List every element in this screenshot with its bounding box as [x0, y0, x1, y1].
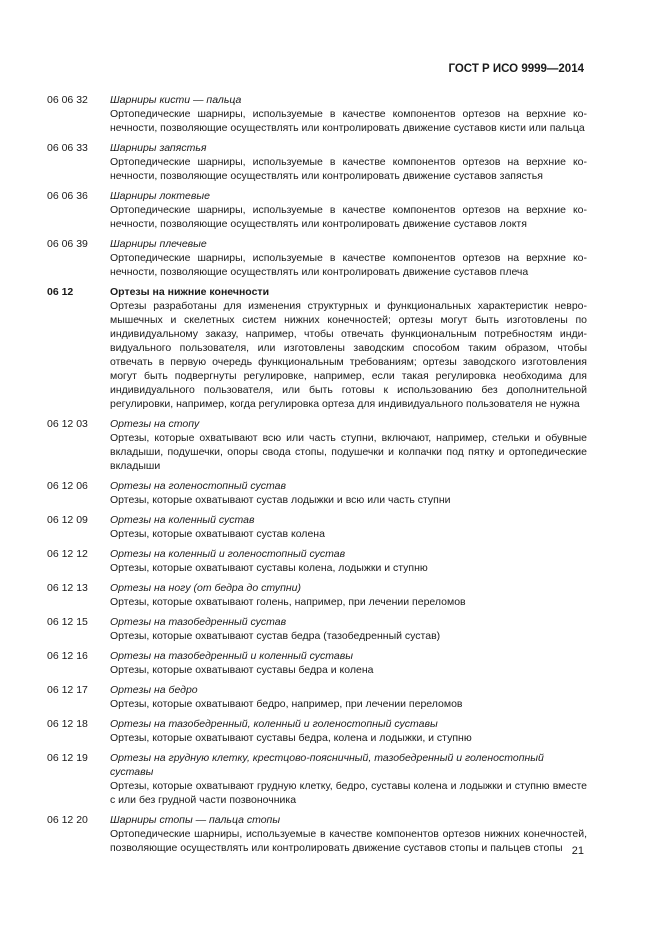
entry-title: Шарниры локтевые	[110, 190, 210, 202]
entry-title: Ортезы на ногу (от бедра до ступни)	[110, 582, 301, 594]
entry-description: Ортезы, которые охватывают суставы колена, лодыжки и ступню	[110, 562, 428, 574]
entry-body	[110, 581, 587, 609]
classification-entry	[47, 813, 587, 855]
entry-code: 06 12 20	[47, 814, 88, 826]
entry-description: Ортезы, которые охватывают сустав колена	[110, 528, 325, 540]
entry-body	[110, 513, 587, 541]
page-number: 21	[571, 845, 584, 857]
entry-code: 06 12 19	[47, 752, 88, 764]
entry-description: Ортезы, которые охватывают суставы бедра, колена и лодыжки, и ступню	[110, 732, 472, 744]
entry-description: Ортопедические шарниры, используемые в качестве компонентов ортезов нижних конечностей, позволяющие осуществлять или контролировать движение суставов стопы и пальцев стопы	[110, 828, 587, 854]
entry-body	[110, 237, 587, 279]
entry-description: Ортезы, которые охватывают сустав лодыжки и всю или часть ступни	[110, 494, 451, 506]
entry-body	[110, 717, 587, 745]
entry-description: Ортопедические шарниры, используемые в качестве компонентов ортезов на верхние конечности, позволяющие осуществлять или контролировать движение суставов запястья	[110, 156, 587, 182]
classification-entry	[47, 581, 587, 609]
entry-body	[110, 649, 587, 677]
entry-body	[110, 813, 587, 855]
entry-code: 06 06 32	[47, 94, 88, 106]
entry-description: Ортопедические шарниры, используемые в качестве компонентов ортезов на верхние конечности, позволяющие осуществлять или контролировать движение суставов кисти или пальца	[110, 108, 587, 134]
entry-title: Ортезы на коленный и голеностопный сустав	[110, 548, 346, 560]
entry-title: Ортезы на стопу	[110, 418, 200, 430]
entry-code: 06 12 12	[47, 548, 88, 560]
entry-code: 06 06 39	[47, 238, 88, 250]
entry-description: Ортезы, которые охватывают всю или часть ступни, включают, например, стельки и обувные вкладыши, подушечки, опоры свода стопы, подушечки и колпачки под пятку и ортопедические вкладыши	[110, 432, 587, 472]
entry-body	[110, 479, 587, 507]
entry-body	[110, 189, 587, 231]
entry-title: Ортезы на нижние конечности	[110, 286, 270, 298]
entry-body	[110, 615, 587, 643]
classification-entry	[47, 479, 587, 507]
section-entry	[47, 285, 587, 411]
entry-code: 06 12 06	[47, 480, 88, 492]
entry-code: 06 12 18	[47, 718, 88, 730]
entry-description: Ортопедические шарниры, используемые в качестве компонентов ортезов на верхние конечности, позволяющие осуществлять или контролировать движение суставов плеча	[110, 252, 587, 278]
entry-body	[110, 285, 587, 411]
entry-title: Ортезы на тазобедренный, коленный и голеностопный суставы	[110, 718, 438, 730]
classification-entry	[47, 513, 587, 541]
entry-description: Ортопедические шарниры, используемые в качестве компонентов ортезов на верхние конечности, позволяющие осуществлять или контролировать движение суставов локтя	[110, 204, 587, 230]
entry-body	[110, 751, 587, 807]
entry-title: Шарниры стопы — пальца стопы	[110, 814, 281, 826]
entry-code: 06 12 13	[47, 582, 88, 594]
entry-code: 06 06 33	[47, 142, 88, 154]
classification-entry	[47, 683, 587, 711]
classification-entry	[47, 417, 587, 473]
entry-title: Ортезы на тазобедренный сустав	[110, 616, 287, 628]
classification-entry	[47, 141, 587, 183]
entry-title: Шарниры кисти — пальца	[110, 94, 242, 106]
entry-list	[47, 93, 587, 861]
entry-description: Ортезы, которые охватывают суставы бедра и колена	[110, 664, 374, 676]
entry-description: Ортезы, которые охватывают грудную клетку, бедро, суставы колена и лодыжки и ступню вместе с или без грудной части позвоночника	[110, 780, 587, 806]
entry-body	[110, 683, 587, 711]
classification-entry	[47, 189, 587, 231]
entry-description: Ортезы разработаны для изменения структурных и функциональных характеристик невромышечных и скелетных систем нижних конечностей; ортезы могут быть изготовлены по индивидуальному заказу, например, чтобы отвечать функциональным потребностям индивидуального пользователя, или изготовлены заводским способом таким образом, чтобы отвечать в первую очередь функциональным требованиям; ортезы заводского изготовления могут быть подвергнуты регулировке, например, если такая регулировка необходима для индивидуального пользователя, или быть готовы к использованию без дополнительной регулировки, например, когда регулировка ортеза для индивидуального пользователя не нужна	[110, 300, 587, 410]
entry-body	[110, 93, 587, 135]
entry-body	[110, 141, 587, 183]
entry-description: Ортезы, которые охватывают сустав бедра (тазобедренный сустав)	[110, 630, 441, 642]
classification-entry	[47, 615, 587, 643]
entry-body	[110, 547, 587, 575]
entry-code: 06 12 09	[47, 514, 88, 526]
entry-code: 06 12 15	[47, 616, 88, 628]
entry-description: Ортезы, которые охватывают бедро, например, при лечении переломов	[110, 698, 463, 710]
entry-body	[110, 417, 587, 473]
entry-title: Ортезы на коленный сустав	[110, 514, 255, 526]
entry-title: Ортезы на голеностопный сустав	[110, 480, 286, 492]
entry-description: Ортезы, которые охватывают голень, например, при лечении переломов	[110, 596, 466, 608]
entry-code: 06 12 17	[47, 684, 88, 696]
entry-code: 06 06 36	[47, 190, 88, 202]
classification-entry	[47, 717, 587, 745]
classification-entry	[47, 751, 587, 807]
entry-title: Ортезы на грудную клетку, крестцово-поясничный, тазобедренный и голеностопный суставы	[110, 752, 544, 778]
classification-entry	[47, 547, 587, 575]
entry-code: 06 12	[47, 286, 74, 298]
classification-entry	[47, 93, 587, 135]
entry-code: 06 12 16	[47, 650, 88, 662]
classification-entry	[47, 237, 587, 279]
entry-title: Шарниры плечевые	[110, 238, 207, 250]
document-header: ГОСТ Р ИСО 9999—2014	[448, 63, 584, 75]
classification-entry	[47, 649, 587, 677]
entry-title: Ортезы на тазобедренный и коленный суставы	[110, 650, 353, 662]
entry-title: Шарниры запястья	[110, 142, 207, 154]
entry-title: Ортезы на бедро	[110, 684, 198, 696]
entry-code: 06 12 03	[47, 418, 88, 430]
